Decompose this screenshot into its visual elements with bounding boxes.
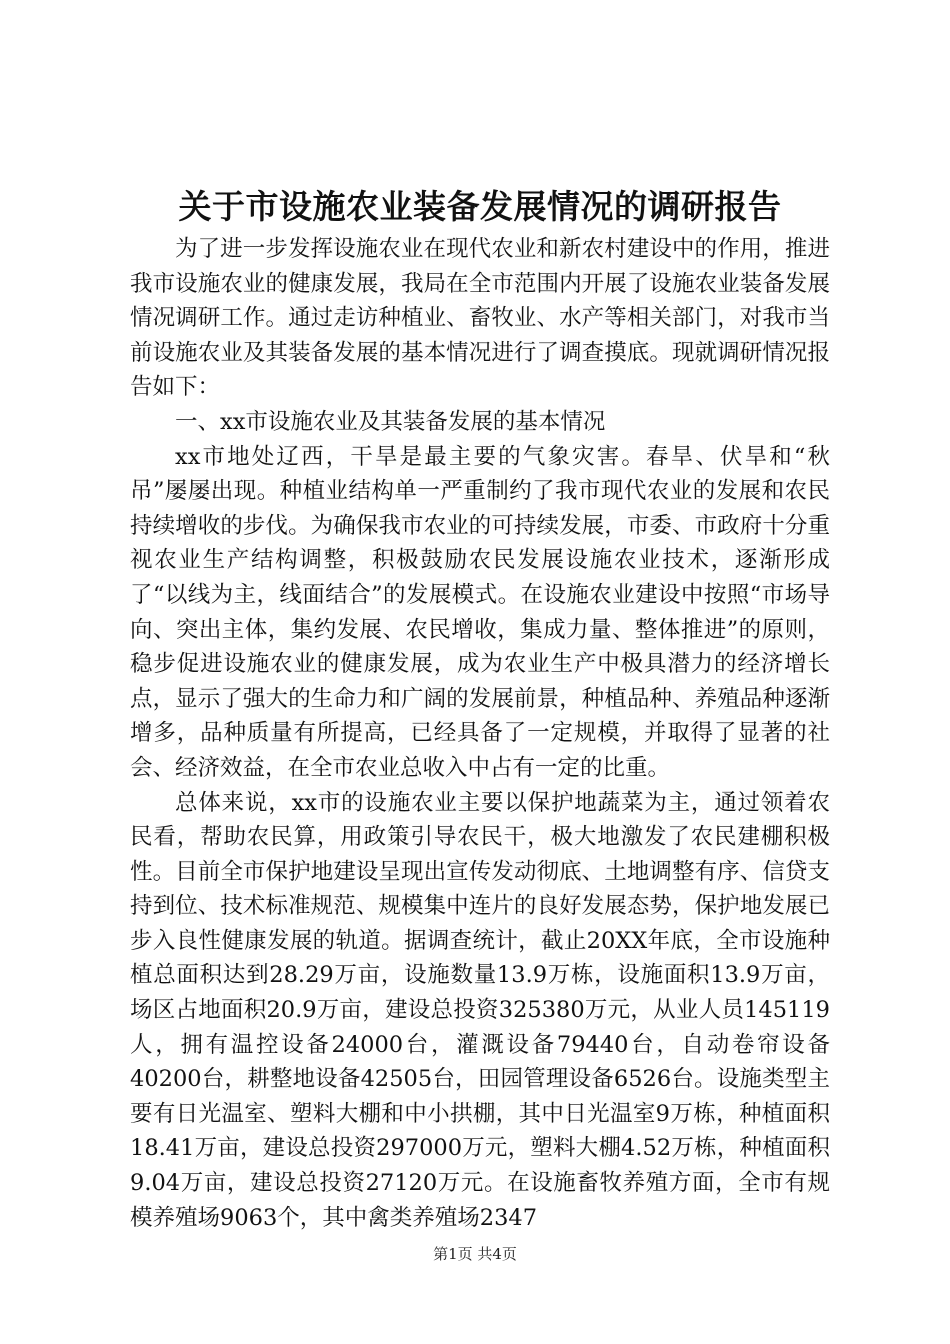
paragraph-statistics: 总体来说，xx市的设施农业主要以保护地蔬菜为主，通过领着农民看，帮助农民算，用政策引导农民干，极大地激发了农民建棚积极性。目前全市保护地建设呈现出宣传发动彻底、土地调整有序、信贷支持到位、技术标准规范、规模集中连片的良好发展态势，保护地发展已步入良性健康发展的轨道。据调查统计，截止20XX年底，全市设施种植总面积达到28.29万亩，设施数量13.9万栋，设施面积13.9万亩，场区占地面积20.9万亩，建设总投资325380万元，从业人员145119人，拥有温控设备24000台，灌溉设备79440台，自动卷帘设备40200台，耕整地设备42505台，田园管理设备6526台。设施类型主要有日光温室、塑料大棚和中小拱棚，其中日光温室9万栋，种植面积18.41万亩，建设总投资297000万元，塑料大棚4.52万栋，种植面积9.04万亩，建设总投资27120万元。在设施畜牧养殖方面，全市有规模养殖场9063个，其中禽类养殖场2347 xyxy=(130,789,830,1231)
section-heading: 一、xx市设施农业及其装备发展的基本情况 xyxy=(175,408,606,435)
document-title: 关于市设施农业装备发展情况的调研报告 xyxy=(178,187,782,226)
paragraph-intro: 为了进一步发挥设施农业在现代农业和新农村建设中的作用，推进我市设施农业的健康发展，我局在全市范围内开展了设施农业装备发展情况调研工作。通过走访种植业、畜牧业、水产等相关部门，对我市当前设施农业及其装备发展的基本情况进行了调查摸底。现就调研情况报告如下： xyxy=(130,236,830,401)
page-footer: 第1页 共4页 xyxy=(433,1245,517,1263)
paragraph-background: xx市地处辽西，干旱是最主要的气象灾害。春旱、伏旱和“秋吊”屡屡出现。种植业结构单一严重制约了我市现代农业的发展和农民持续增收的步伐。为确保我市农业的可持续发展，市委、市政府十分重视农业生产结构调整，积极鼓励农民发展设施农业技术，逐渐形成了“以线为主，线面结合”的发展模式。在设施农业建设中按照“市场导向、突出主体，集约发展、农民增收，集成力量、整体推进”的原则，稳步促进设施农业的健康发展，成为农业生产中极具潜力的经济增长点，显示了强大的生命力和广阔的发展前景，种植品种、养殖品种逐渐增多，品种质量有所提高，已经具备了一定规模，并取得了显著的社会、经济效益，在全市农业总收入中占有一定的比重。 xyxy=(130,443,830,781)
document-body xyxy=(130,232,830,1235)
